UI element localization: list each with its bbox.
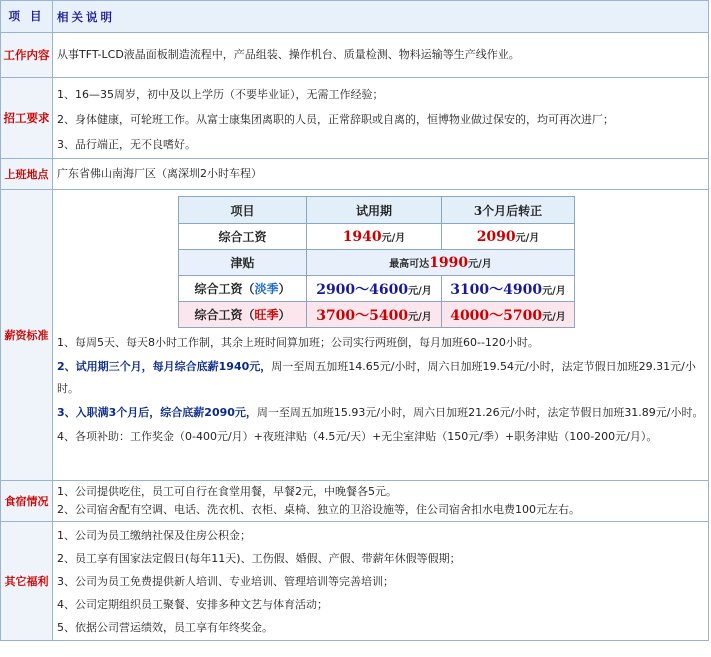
salary-low-regular: 3100～4900元/月: [442, 276, 575, 302]
salary-header-item: 项目: [179, 197, 307, 224]
salary-header-row: [179, 197, 575, 224]
salary-total-trial: 1940元/月: [307, 224, 442, 250]
dorm-row: [1, 481, 709, 522]
salary-low-trial: 2900～4600元/月: [307, 276, 442, 302]
welfare-item-2: 2、员工享有国家法定假日(每年11天)、工伤假、婚假、产假、带薪年休假等假期；: [57, 551, 461, 565]
location-label: 上班地点: [1, 159, 53, 190]
recruit-label: 招工要求: [1, 78, 53, 159]
salary-peak-label: 综合工资（旺季）: [179, 302, 307, 328]
location-text: 广东省佛山南海厂区（离深圳2小时车程）: [57, 167, 262, 180]
salary-row: [1, 190, 709, 481]
salary-row-allowance: [179, 250, 575, 276]
location-row: [1, 159, 709, 190]
work-label: 工作内容: [1, 33, 53, 78]
salary-note-4: 4、各项补助：工作奖金（0-400元/月）+夜班津贴（4.5元/天）+无尘室津贴（150元/季）+职务津贴（100-200元/月）。: [57, 430, 658, 443]
header-desc-col: 相关说明: [53, 1, 709, 33]
recruit-row: [1, 78, 709, 159]
welfare-label: 其它福利: [1, 522, 53, 641]
recruit-item-1: 1、16—35周岁，初中及以上学历（不要毕业证），无需工作经验；: [57, 87, 384, 101]
salary-row-peak-season: [179, 302, 575, 328]
salary-note-1: 1、每周5天、每天8小时工作制，其余上班时间算加班；公司实行两班倒，每月加班60--120小时。: [57, 336, 539, 349]
dorm-label: 食宿情况: [1, 481, 53, 522]
salary-header-regular: 3个月后转正: [442, 197, 575, 224]
welfare-item-5: 5、依据公司营运绩效，员工享有年终奖金。: [57, 620, 273, 634]
salary-allowance-value: 最高可达1990元/月: [307, 250, 575, 276]
recruit-item-2: 2、身体健康，可轮班工作。从富士康集团离职的人员，正常辞职或自离的，恒博物业做过保安的，均可再次进厂；: [57, 112, 614, 126]
salary-peak-regular: 4000～5700元/月: [442, 302, 575, 328]
welfare-item-4: 4、公司定期组织员工聚餐、安排多种文艺与体育活动；: [57, 597, 328, 611]
salary-low-label: 综合工资（淡季）: [179, 276, 307, 302]
welfare-item-3: 3、公司为员工免费提供新人培训、专业培训、管理培训等完善培训；: [57, 574, 394, 588]
welfare-row: [1, 522, 709, 641]
welfare-item-1: 1、公司为员工缴纳社保及住房公积金；: [57, 528, 251, 542]
salary-note-3: 3、入职满3个月后，综合底薪2090元，周一至周五加班15.93元/小时，周六日加班21.26元/小时，法定节假日加班31.89元/小时。: [57, 406, 704, 419]
salary-table: [178, 196, 575, 328]
header-row: [1, 1, 709, 33]
header-item-col: 项 目: [1, 1, 53, 33]
salary-note-2: 2、试用期三个月，每月综合底薪1940元，周一至周五加班14.65元/小时，周六日加班19.54元/小时，法定节假日加班29.31元/小时。: [57, 360, 696, 395]
salary-peak-trial: 3700～5400元/月: [307, 302, 442, 328]
salary-row-low-season: [179, 276, 575, 302]
salary-row-total: [179, 224, 575, 250]
salary-label: 薪资标准: [1, 190, 53, 481]
salary-total-label: 综合工资: [179, 224, 307, 250]
salary-total-regular: 2090元/月: [442, 224, 575, 250]
work-text: 从事TFT-LCD液晶面板制造流程中，产品组装、操作机台、质量检测、物料运输等生产线作业。: [57, 48, 520, 61]
recruit-item-3: 3、品行端正，无不良嗜好。: [57, 137, 196, 151]
dorm-item-1: 1、公司提供吃住，员工可自行在食堂用餐，早餐2元，中晚餐各5元。: [57, 485, 397, 498]
dorm-item-2: 2、公司宿舍配有空调、电话、洗衣机、衣柜、桌椅、独立的卫浴设施等，住公司宿舍扣水电费100元左右。: [57, 503, 580, 516]
salary-header-trial: 试用期: [307, 197, 442, 224]
work-row: [1, 33, 709, 78]
salary-allowance-label: 津贴: [179, 250, 307, 276]
